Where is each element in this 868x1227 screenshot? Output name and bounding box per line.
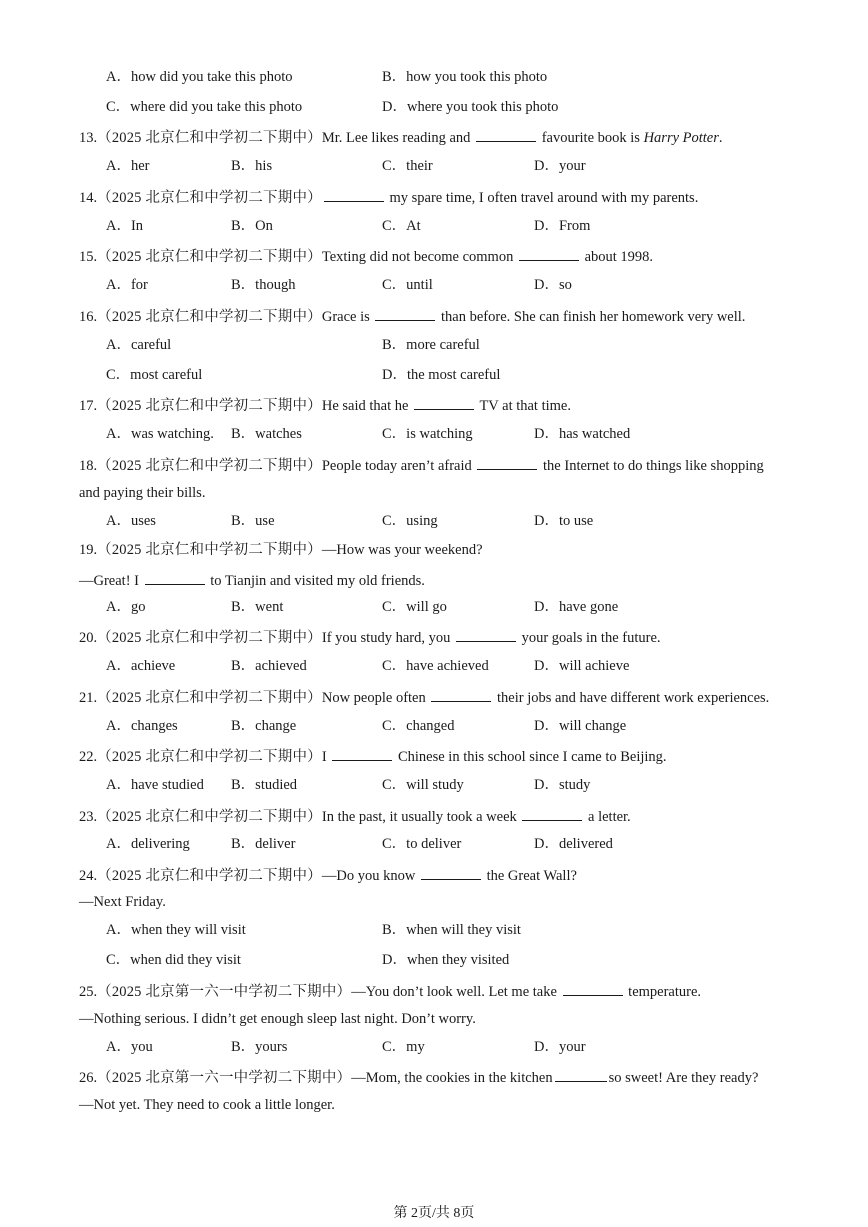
answer-blank [421,865,481,880]
q23-option-a: A．delivering [106,836,190,852]
page-number-footer: 第 2页/共 8页 [393,1206,475,1221]
answer-blank [324,187,384,202]
q21-option-c: C．changed [382,718,455,734]
q12-option-a: A．how did you take this photo [106,69,293,85]
question-13: 13.（2025 北京仁和中学初二下期中）Mr. Lee likes reading and favourite book is Harry Potter. [79,127,723,147]
q25-option-c: C．my [382,1039,425,1055]
q22-option-c: C．will study [382,777,464,793]
q15-option-b: B．though [231,277,296,293]
q17-option-c: C．is watching [382,426,473,442]
answer-blank [456,627,516,642]
q19-option-b: B．went [231,599,284,615]
q16-option-a: A．careful [106,337,172,353]
q18-option-c: C．using [382,513,438,529]
q12-option-c: C．where did you take this photo [106,99,303,115]
q14-option-c: C．At [382,218,421,234]
q18-option-d: D．to use [534,513,594,529]
q13-option-d: D．your [534,158,586,174]
question-22: 22.（2025 北京仁和中学初二下期中）I Chinese in this school since I came to Beijing. [79,746,667,766]
question-source: （2025 北京仁和中学初二下期中） [97,130,322,146]
answer-blank [431,687,491,702]
q15-option-d: D．so [534,277,572,293]
q22-option-b: B．studied [231,777,298,793]
q17-option-a: A．was watching. [106,426,214,442]
book-title: Harry Potter [643,130,719,146]
q21-option-d: D．will change [534,718,627,734]
question-15: 15.（2025 北京仁和中学初二下期中）Texting did not become common about 1998. [79,246,653,266]
q20-option-c: C．have achieved [382,658,489,674]
answer-blank [145,570,205,585]
q22-option-a: A．have studied [106,777,204,793]
q24-option-d: D．when they visited [382,952,510,968]
q13-option-c: C．their [382,158,433,174]
question-24-reply: —Next Friday. [79,894,166,910]
q19-option-c: C．will go [382,599,447,615]
q23-option-d: D．delivered [534,836,613,852]
question-26-reply: —Not yet. They need to cook a little longer. [79,1097,335,1113]
q15-option-a: A．for [106,277,148,293]
q19-option-a: A．go [106,599,146,615]
q14-option-b: B．On [231,218,273,234]
q16-option-d: D．the most careful [382,367,501,383]
answer-blank [375,306,435,321]
question-18-continued: and paying their bills. [79,485,206,501]
q24-option-b: B．when will they visit [382,922,521,938]
q17-option-d: D．has watched [534,426,631,442]
q23-option-c: C．to deliver [382,836,462,852]
question-23: 23.（2025 北京仁和中学初二下期中）In the past, it usually took a week a letter. [79,806,631,826]
question-number: 13. [79,130,98,146]
q20-option-b: B．achieved [231,658,307,674]
q17-option-b: B．watches [231,426,302,442]
question-16: 16.（2025 北京仁和中学初二下期中）Grace is than before. She can finish her homework very well. [79,306,745,326]
q20-option-d: D．will achieve [534,658,630,674]
question-18: 18.（2025 北京仁和中学初二下期中）People today aren’t afraid the Internet to do things like shopping [79,455,764,475]
q12-option-b: B．how you took this photo [382,69,548,85]
answer-blank [563,981,623,996]
answer-blank [477,455,537,470]
q24-option-a: A．when they will visit [106,922,246,938]
q21-option-a: A．changes [106,718,178,734]
q25-option-a: A．you [106,1039,153,1055]
answer-blank [414,395,474,410]
question-20: 20.（2025 北京仁和中学初二下期中）If you study hard, you your goals in the future. [79,627,661,647]
question-19: 19.（2025 北京仁和中学初二下期中）—How was your weekend? [79,542,483,558]
q14-option-a: A．In [106,218,144,234]
q23-option-b: B．deliver [231,836,296,852]
q13-option-b: B．his [231,158,273,174]
q16-option-b: B．more careful [382,337,480,353]
q22-option-d: D．study [534,777,591,793]
q25-option-d: D．your [534,1039,586,1055]
q25-option-b: B．yours [231,1039,288,1055]
q16-option-c: C．most careful [106,367,203,383]
q14-option-d: D．From [534,218,591,234]
q19-option-d: D．have gone [534,599,619,615]
q21-option-b: B．change [231,718,297,734]
question-14: 14.（2025 北京仁和中学初二下期中） my spare time, I often travel around with my parents. [79,187,698,207]
answer-blank [519,246,579,261]
q24-option-c: C．when did they visit [106,952,241,968]
answer-blank [522,806,582,821]
question-21: 21.（2025 北京仁和中学初二下期中）Now people often their jobs and have different work experiences. [79,687,769,707]
question-19-reply: —Great! I to Tianjin and visited my old friends. [79,570,425,590]
question-26: 26.（2025 北京第一六一中学初二下期中）—Mom, the cookies in the kitchen so sweet! Are they ready? [79,1067,758,1087]
question-24: 24.（2025 北京仁和中学初二下期中）—Do you know the Great Wall? [79,865,577,885]
q13-option-a: A．her [106,158,150,174]
answer-blank [476,127,536,142]
question-17: 17.（2025 北京仁和中学初二下期中）He said that he TV at that time. [79,395,571,415]
q20-option-a: A．achieve [106,658,176,674]
q12-option-d: D．where you took this photo [382,99,559,115]
question-25: 25.（2025 北京第一六一中学初二下期中）—You don’t look well. Let me take temperature. [79,981,701,1001]
answer-blank [555,1067,607,1082]
q18-option-a: A．uses [106,513,156,529]
q18-option-b: B．use [231,513,275,529]
answer-blank [332,746,392,761]
q15-option-c: C．until [382,277,433,293]
question-25-reply: —Nothing serious. I didn’t get enough sleep last night. Don’t worry. [79,1011,476,1027]
